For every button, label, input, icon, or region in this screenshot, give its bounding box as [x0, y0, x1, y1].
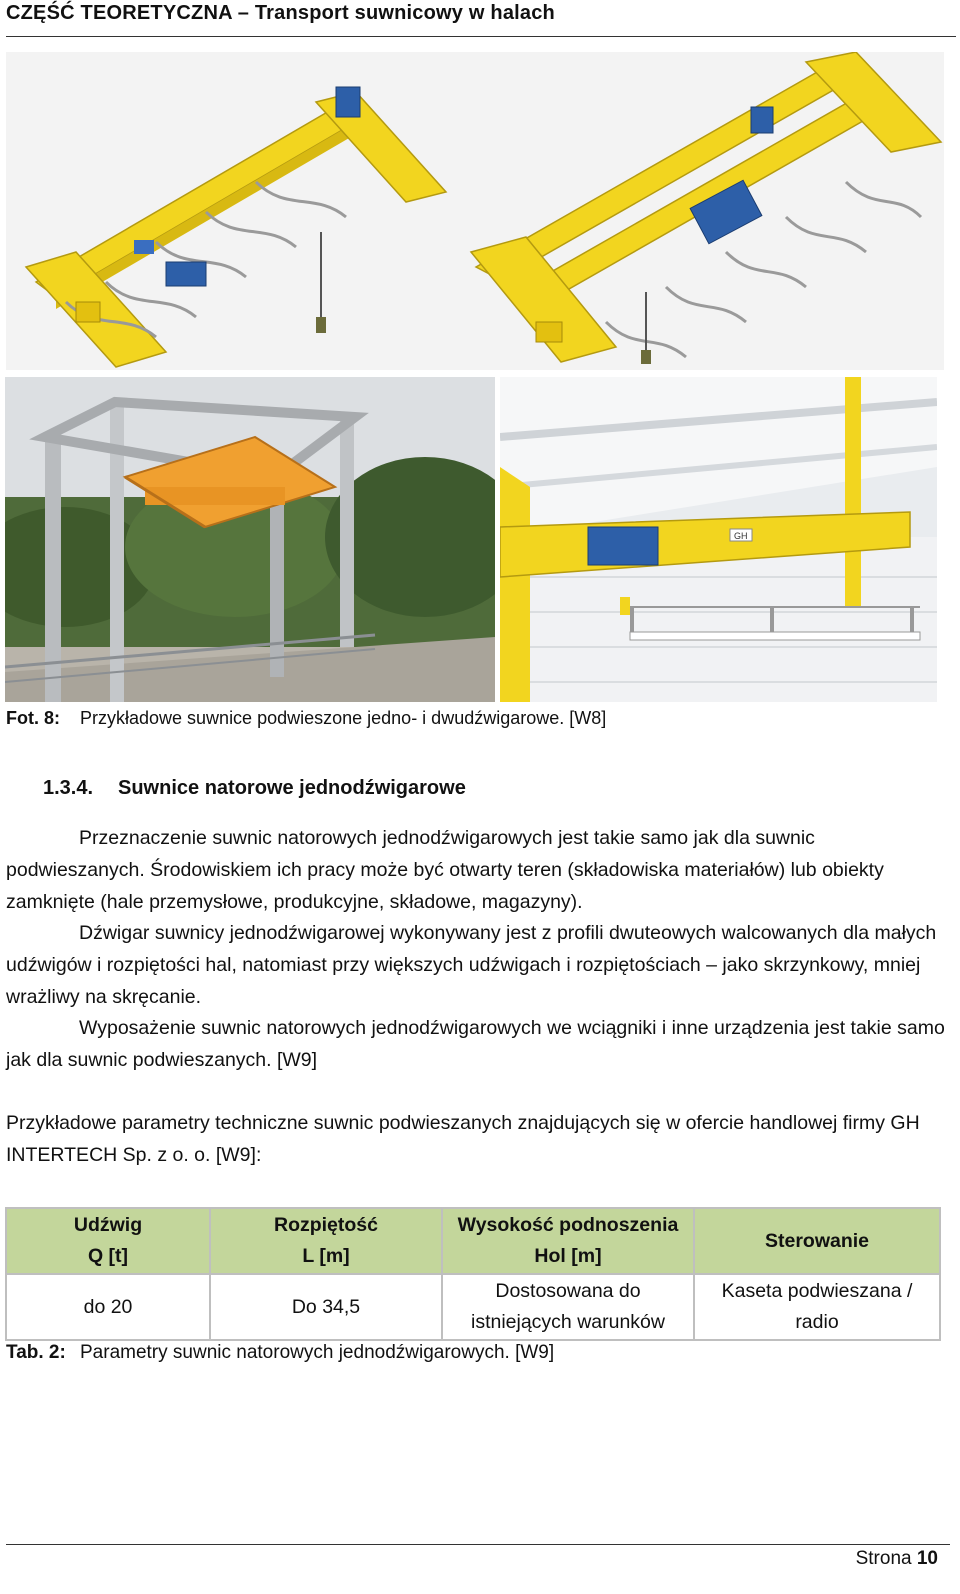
table-cell: Dostosowana do istniejących warunków: [442, 1274, 694, 1340]
figure-caption-label: Fot. 8:: [6, 708, 60, 728]
footer-divider: [6, 1544, 950, 1545]
table-cell: Do 34,5: [210, 1274, 442, 1340]
table-cell: do 20: [6, 1274, 210, 1340]
figure-caption: [6, 708, 606, 729]
header-title-main: CZĘŚĆ TEORETYCZNA: [6, 2, 232, 24]
table-caption: [6, 1342, 554, 1364]
table-caption-label: Tab. 2:: [6, 1342, 66, 1363]
section-number: 1.3.4.: [43, 777, 94, 799]
crane-renderings-image: [6, 52, 944, 370]
table-header-cell: Sterowanie: [694, 1208, 940, 1274]
table-header-cell: Wysokość podnoszenia Hol [m]: [442, 1208, 694, 1274]
header-title-sub: Transport suwnicowy w halach: [254, 2, 555, 24]
page-header: [6, 0, 956, 37]
indoor-crane-photo: [500, 377, 937, 702]
paragraph-3: Wyposażenie suwnic natorowych jednodźwigarowych we wciągniki i inne urządzenia jest takie samo jak dla suwnic podwieszanych. [W9]: [6, 1017, 945, 1071]
paragraph-2: Dźwigar suwnicy jednodźwigarowej wykonywany jest z profili dwuteowych walcowanych dla małych udźwigów i rozpiętości hal, natomiast przy większych udźwigach i rozpiętościach – jako skrzynkowy, mniej wrażliwy na skręcanie.: [6, 922, 937, 1008]
table-header-cell: Udźwig Q [t]: [6, 1208, 210, 1274]
table-caption-text: Parametry suwnic natorowych jednodźwigarowych. [W9]: [80, 1342, 555, 1363]
page-number: 10: [916, 1548, 938, 1569]
header-title: CZĘŚĆ TEORETYCZNA – Transport suwnicowy w halach: [6, 2, 555, 24]
table-header-row: [6, 1208, 940, 1274]
table-row: [6, 1274, 940, 1340]
gh-plate-text: GH: [734, 531, 748, 541]
outdoor-crane-photo: [5, 377, 495, 702]
section-heading: [43, 777, 466, 800]
page-footer: [856, 1548, 938, 1570]
parameters-table: [5, 1207, 941, 1341]
section-title: Suwnice natorowe jednodźwigarowe: [118, 777, 466, 799]
paragraph-1: Przeznaczenie suwnic natorowych jednodźwigarowych jest takie samo jak dla suwnic podwieszanych. Środowiskiem ich pracy może być otwarty teren (składowiska materiałów) lub obiekty zamknięte (hale przemysłowe, produkcyjne, składowe, magazyny).: [6, 827, 884, 913]
figure-caption-text: Przykładowe suwnice podwieszone jedno- i dwudźwigarowe. [W8]: [80, 708, 607, 728]
page-label: Strona: [855, 1548, 912, 1569]
paragraph-4: Przykładowe parametry techniczne suwnic podwieszanych znajdujących się w ofercie handlowej firmy GH INTERTECH Sp. z o. o. [W9]:: [6, 1112, 920, 1166]
table-cell: Kaseta podwieszana / radio: [694, 1274, 940, 1340]
table-header-cell: Rozpiętość L [m]: [210, 1208, 442, 1274]
